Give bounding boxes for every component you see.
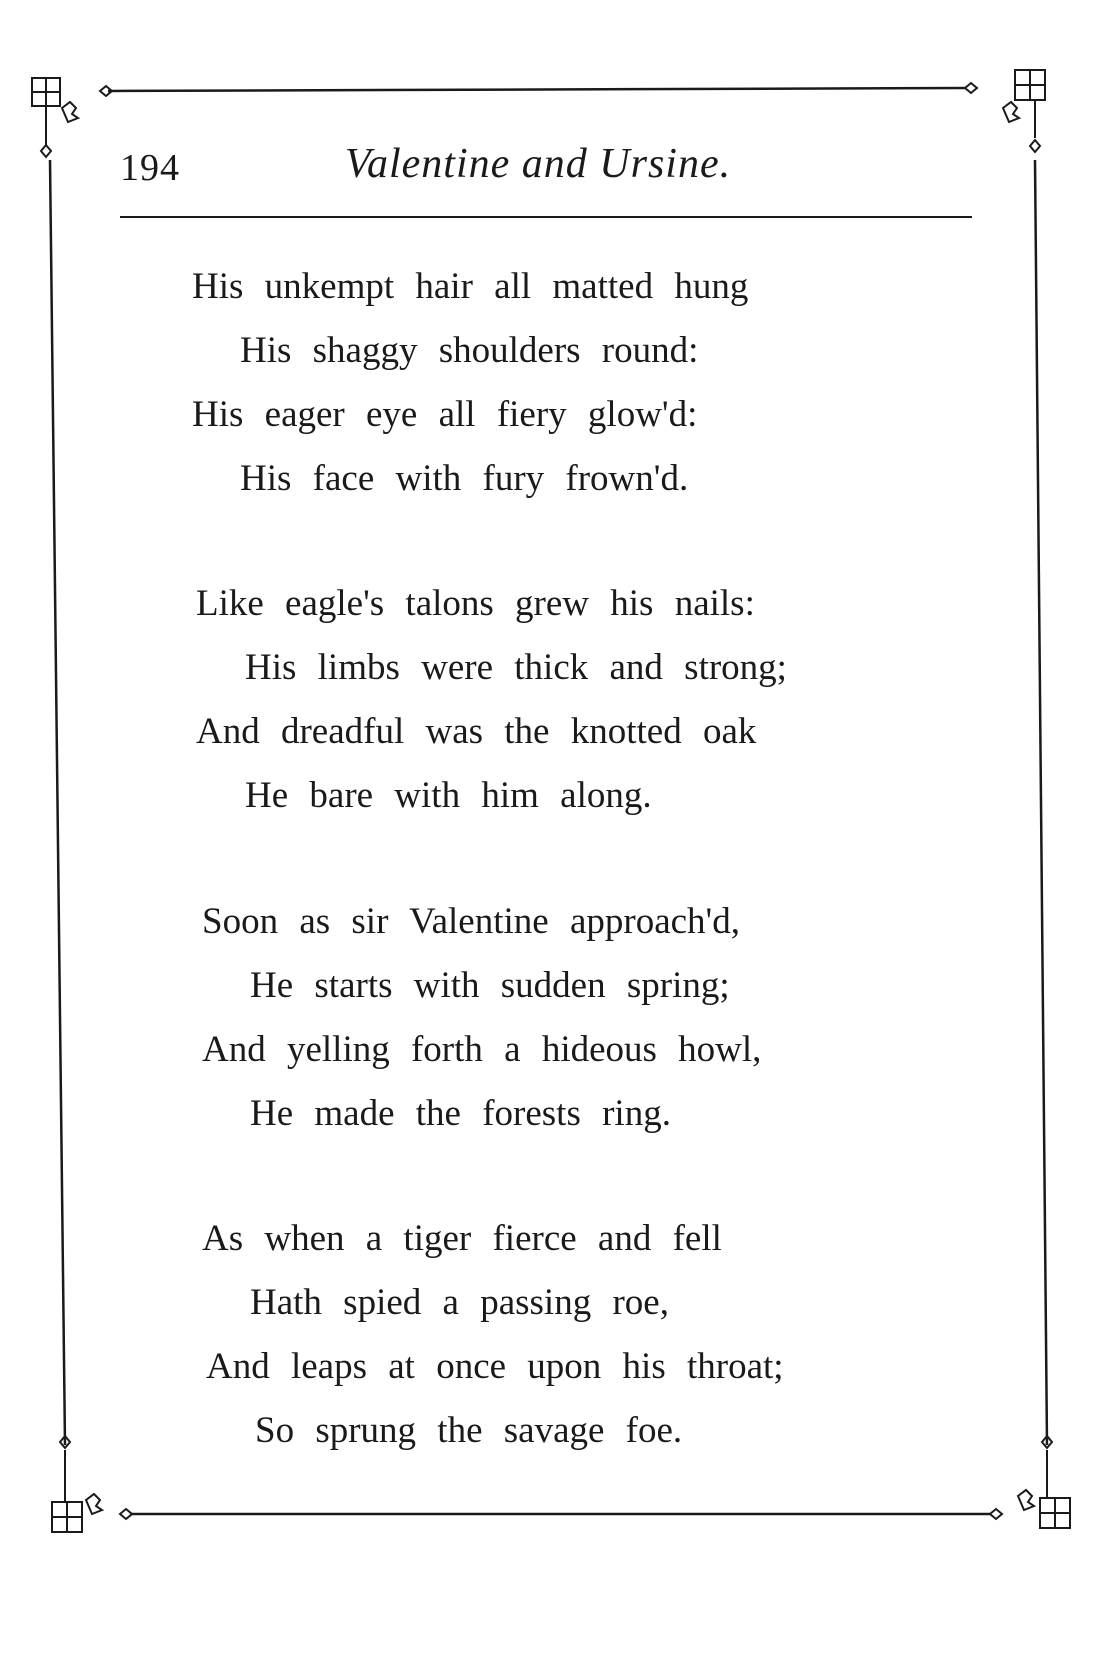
corner-ornament-bottom-left bbox=[52, 1436, 132, 1532]
poem-line: Soon as sir Valentine approach'd, bbox=[202, 901, 740, 942]
poem-line: His eager eye all fiery glow'd: bbox=[192, 394, 698, 435]
poem-line: He bare with him along. bbox=[245, 775, 652, 816]
running-title: Valentine and Ursine. bbox=[345, 141, 732, 187]
corner-ornament-bottom-right bbox=[990, 1436, 1070, 1528]
poem-line: And yelling forth a hideous howl, bbox=[202, 1029, 762, 1070]
poem-line: And dreadful was the knotted oak bbox=[196, 711, 757, 752]
poem-line: And leaps at once upon his throat; bbox=[206, 1346, 784, 1387]
header-divider bbox=[120, 216, 972, 218]
corner-ornament-top-left bbox=[32, 78, 112, 157]
poem-line: Hath spied a passing roe, bbox=[250, 1282, 669, 1323]
poem-line: His limbs were thick and strong; bbox=[245, 647, 787, 688]
page-number: 194 bbox=[120, 147, 180, 189]
poem-line: He made the forests ring. bbox=[250, 1093, 671, 1134]
poem-line: As when a tiger fierce and fell bbox=[202, 1218, 722, 1259]
poem-line: Like eagle's talons grew his nails: bbox=[196, 583, 755, 624]
poem-line: His shaggy shoulders round: bbox=[240, 330, 699, 371]
poem-line: His unkempt hair all matted hung bbox=[192, 266, 749, 307]
corner-ornament-top-right bbox=[965, 70, 1045, 152]
poem-line: So sprung the savage foe. bbox=[255, 1410, 683, 1451]
poem-line: His face with fury frown'd. bbox=[240, 458, 689, 499]
poem-line: He starts with sudden spring; bbox=[250, 965, 730, 1006]
